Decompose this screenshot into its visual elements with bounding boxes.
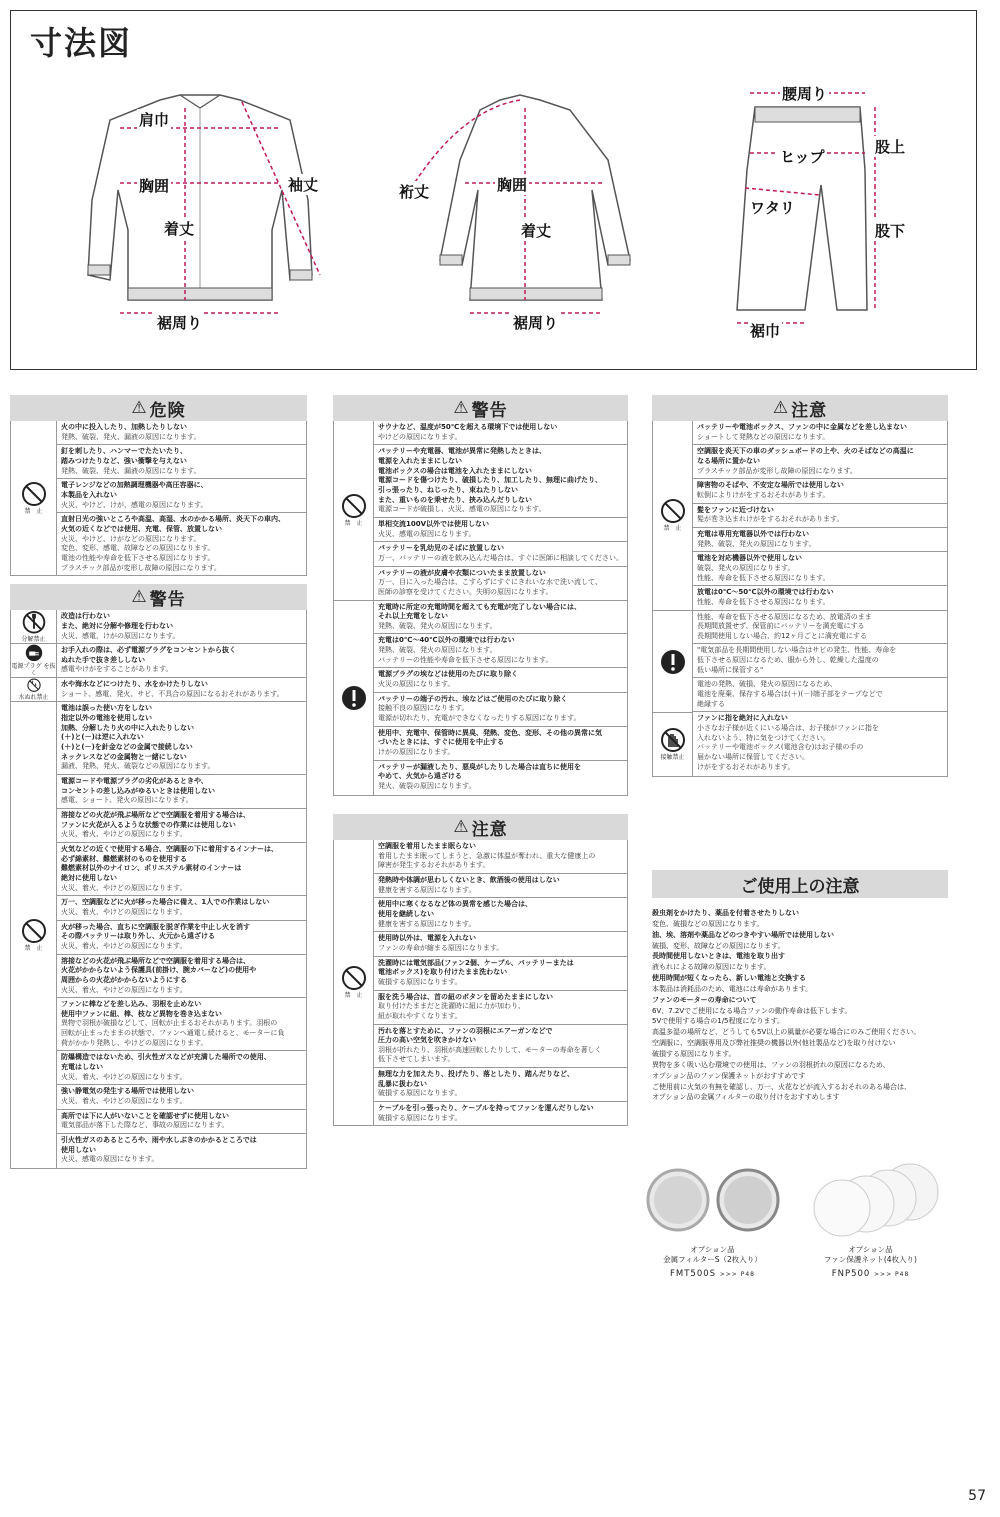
warning-item <box>57 678 306 701</box>
option-code: FMT500S <box>670 1268 717 1279</box>
prohibited-icon <box>660 498 686 524</box>
warning-item <box>693 528 947 552</box>
item-heading: 無理な力を加えたり、投げたり、落としたり、踏んだりなど、 乱暴に扱わない <box>378 1070 574 1088</box>
no-touch-icon <box>660 727 686 753</box>
icon-caption: 水ぬれ禁止 <box>18 693 49 701</box>
item-heading: バッテリーが漏液したり、悪臭がしたりした場合は直ちに使用を やめて、火気から遠ざける <box>378 762 581 781</box>
metal-filter-image <box>640 1165 790 1235</box>
item-heading: バッテリーの端子の汚れ、埃などはご使用のたびに取り除く <box>378 694 568 703</box>
item-heading: 万一、空調服などに火が移った場合に備え、1人での作業はしない <box>61 898 270 907</box>
item-heading: 電池を対応機器以外で使用しない <box>697 554 802 563</box>
item-heading: お手入れの際は、必ず電源プラグをコンセントから抜く ぬれた手で抜き差ししない <box>61 646 236 664</box>
caution-right-title: 注意 <box>791 400 828 421</box>
warning-item <box>693 421 947 445</box>
item-text: 破裂、発火の原因になります。 性能、寿命を低下させる原因になります。 <box>697 563 830 582</box>
item-text: 電源コードが破損し、火災、感電の原因になります。 <box>378 505 546 514</box>
icon-caption: 禁 止 <box>344 992 363 1000</box>
option-name: ファン保護ネット(4枚入り) <box>824 1254 917 1264</box>
item-heading: 火が移った場合、直ちに空調服を脱ぎ作業を中止し火を消す その際バッテリーは取り外し、火元から遠ざける <box>61 922 250 941</box>
shirt1-length-label: 着丈 <box>164 220 195 238</box>
item-text: 発熱、破裂、発火、漏液の原因になります。 <box>61 466 201 475</box>
item-text: 火災、着火、やけどの原因になります。 <box>61 1072 187 1081</box>
item-heading: ケーブルを引っ張ったり、ケーブルを持ってファンを運んだりしない <box>378 1104 594 1113</box>
danger-table <box>10 421 307 576</box>
warning-item <box>374 840 627 874</box>
warning-triangle-icon: ⚠ <box>453 398 470 418</box>
usage-line: 殺虫剤をかけたり、薬品を付着させたりしない <box>652 909 799 917</box>
warning-item <box>374 542 627 566</box>
icon-group <box>334 421 373 601</box>
page-number: 57 <box>968 1488 986 1504</box>
warning-mid-title: 警告 <box>471 400 508 421</box>
usage-line: 本製品は消耗品のため、電池には寿命があります。 <box>652 984 813 993</box>
warning-item <box>374 445 627 518</box>
pants-waist-label: 腰周り <box>782 85 828 103</box>
item-heading: 使用中、充電中、保管時に異臭、発熱、変色、変形、その他の異常に気 づいたときには、すぐに使用を中止する <box>378 728 602 747</box>
item-text: けがの原因になります。 <box>378 748 455 757</box>
prohibited-icon <box>21 918 47 944</box>
item-text: ショート、感電、発火、サビ、不具合の原因になるおそれがあります。 <box>61 689 284 698</box>
warning-item <box>374 932 627 956</box>
item-text: プラスチック部品が変形し故障の原因になります。 <box>697 466 857 475</box>
warning-mid-table <box>333 421 628 796</box>
icon-caption: 禁 止 <box>663 525 682 533</box>
usage-line: オプション品のファン保護ネットがおすすめです <box>652 1071 806 1080</box>
option-page-link[interactable]: >>> P48 <box>719 1270 755 1278</box>
item-heading: 充電時に所定の充電時間を超えても充電が完了しない場合には、 それ以上充電をしない <box>378 602 581 621</box>
warning-triangle-icon: ⚠ <box>453 817 470 837</box>
icon-group <box>11 644 56 678</box>
item-heading: 発熱時や体調が思わしくないとき、飲酒後の使用はしない <box>378 875 560 884</box>
item-text: 万一、目に入った場合は、こすらずにすぐにきれいな水で洗い流して、 医師の診察を受けてください。失明の原因になります。 <box>378 578 602 596</box>
option-net <box>808 1245 933 1280</box>
item-text: 電気部品が落下した際など、事故の原因になります。 <box>61 1121 229 1130</box>
left-column <box>10 395 307 1169</box>
warning-item <box>57 610 306 643</box>
item-group <box>57 644 306 678</box>
item-text: 火災、やけど、けがなどの原因になります。 変色、変形、感電、故障などの原因になります。 電池の性能や寿命を低下させる原因になります。 プラスチック部品が変形し故障の原因になります。 <box>61 534 221 572</box>
usage-line: オプション品の金属フィルターの取り付けをおすすめします <box>652 1093 840 1102</box>
shirt1-sleeve-label: 袖丈 <box>288 176 319 194</box>
item-text: 破損する原因になります。 <box>378 1089 462 1098</box>
warning-item <box>374 1068 627 1102</box>
item-heading: 電源プラグの埃などは使用のたびに取り除く <box>378 670 518 679</box>
item-text: 万一、バッテリーの液を飲み込んだ場合は、すぐに医師に相談してください。 <box>378 553 623 562</box>
shirt1-chest-label: 胸囲 <box>139 177 170 195</box>
item-heading: 障害物のそばや、不安定な場所では使用しない <box>697 481 844 490</box>
usage-notes <box>652 908 952 1103</box>
item-heading: バッテリーを乳幼児のそばに放置しない <box>378 544 504 553</box>
warning-item <box>693 479 947 503</box>
item-heading: サウナなど、温度が50℃を超える環境下では使用しない <box>378 423 558 431</box>
item-heading: 改造は行わない また、絶対に分解や修理を行わない <box>61 612 173 630</box>
item-heading: ファンに指を絶対に入れない <box>697 714 788 723</box>
item-heading: 溶接などの火花が飛ぶ場所などで空調服を着用する場合は、 火花がかからないよう保護具(前掛け、腕カバーなど)の使用や 周囲からの火花がかからないようにする <box>61 956 257 984</box>
caution-mid-icon-group <box>334 840 373 1125</box>
shirt-front-figure <box>50 90 350 330</box>
item-heading: 単相交流100V以外では使用しない <box>378 519 490 528</box>
caution-right-table <box>652 421 948 777</box>
item-heading: 火の中に投入したり、加熱したりしない <box>61 423 187 431</box>
caution-mid-items <box>374 840 627 1125</box>
warning-item <box>57 421 306 445</box>
usage-line: ファンのモーターの寿命について <box>652 995 757 1004</box>
item-text: 電池の発熱、破損、発火の原因になるため、 電池を廃棄、保存する場合は(＋)(－)端子部をテープなどで 絶縁する <box>697 680 883 708</box>
usage-line: 長時間使用しないときは、電池を取り出す <box>652 952 785 961</box>
item-heading: 髪をファンに近づけない <box>697 505 774 514</box>
item-text: 火災、やけど、けが、感電の原因になります。 <box>61 500 208 509</box>
item-heading: 直射日光の強いところや高温、高湿、水のかかる場所、炎天下の車内、 火気の近くなどでは使用、充電、保管、放置しない <box>61 515 285 533</box>
icon-group <box>11 702 56 1168</box>
warning-left-title: 警告 <box>149 589 186 610</box>
caution-mid-header <box>333 814 628 840</box>
icon-caption: 禁 止 <box>24 507 43 515</box>
item-text: 取り付けたままだと洗濯時に紐に力が加わり、 紐が取れやすくなります。 <box>378 1002 525 1020</box>
prohibited-icon <box>341 965 367 991</box>
shirt2-sleeve-label: 裄丈 <box>399 183 430 201</box>
warning-item <box>57 702 306 775</box>
usage-line: 異物を多く吸い込む環境での使用は、ファンの羽根折れの原因になるため、 <box>652 1060 890 1069</box>
item-text: 火災、着火、やけどの原因になります。 <box>61 1097 187 1106</box>
warning-item <box>57 955 306 999</box>
item-heading: 使用中に寒くなるなど体の異常を感じた場合は、 使用を継続しない <box>378 900 532 918</box>
danger-icon-group <box>11 421 56 575</box>
item-text: 性能、寿命を低下させる原因になります。 <box>697 597 830 606</box>
warning-item <box>374 727 627 761</box>
pants-hem-label: 裾巾 <box>750 322 781 340</box>
warning-item <box>374 601 627 635</box>
mandatory-icon <box>660 649 686 675</box>
caution-mid-table <box>333 840 628 1126</box>
warning-item <box>57 1134 306 1167</box>
item-text: 火災、着火、やけどの原因になります。 <box>61 941 187 950</box>
shirt1-hem-label: 裾周り <box>157 314 203 332</box>
warning-mid-header <box>333 395 628 421</box>
usage-line: 液もれによる故障の原因になります。 <box>652 963 771 972</box>
item-text: 異物で羽根が破損などして、回転が止まるおそれがあります。羽根の 回転が止まったままの状態で、ファンへ通電し続けると、モーターに負 荷がかかり発熱し、やけどの原因になります。 <box>61 1019 285 1047</box>
item-heading: 高所では下に人がいないことを確認せずに使用しない <box>61 1111 229 1120</box>
usage-header: ご使用上の注意 <box>652 870 948 898</box>
warning-item <box>374 693 627 727</box>
usage-line: 破損、変形、故障などの原因になります。 <box>652 941 785 950</box>
dimension-title: 寸法図 <box>30 24 133 62</box>
item-text: やけどの原因になります。 <box>378 432 462 441</box>
pants-hip-label: ヒップ <box>780 148 825 166</box>
warning-item <box>693 552 947 586</box>
warning-item <box>374 957 627 991</box>
option-page-link[interactable]: >>> P48 <box>874 1270 910 1278</box>
warning-item <box>57 513 306 575</box>
item-text: 火災、着火、やけどの原因になります。 <box>61 830 187 839</box>
option-label: オプション品 <box>848 1245 893 1254</box>
item-text: 性能、寿命を低下させる原因になるため、放電済のまま 長期間放置せず、保管前にバッテリーを満充電にする 長期間使用しない場合、約12ヶ月ごとに満充電にする <box>697 612 872 640</box>
warning-triangle-icon: ⚠ <box>772 398 790 418</box>
shirt2-chest-label: 胸囲 <box>497 176 528 194</box>
danger-title: 危険 <box>149 400 186 421</box>
item-heading: 洗濯時には電気部品(ファン2個、ケーブル、バッテリーまたは 電池ボックス)を取り付けたまま洗わない <box>378 958 574 977</box>
right-column <box>652 395 948 777</box>
item-text: 火災、感電の原因になります。 <box>378 529 476 538</box>
icon-caption: 電源プラグ を抜く <box>11 663 56 677</box>
item-text: 火災、着火、やけどの原因になります。 <box>61 883 187 892</box>
warning-item <box>57 479 306 513</box>
item-text: 火災、着火、やけどの原因になります。 <box>61 985 187 994</box>
warning-item <box>693 445 947 479</box>
item-text: 転倒によりけがをするおそれがあります。 <box>697 490 830 499</box>
item-heading: バッテリーや電池ボックス、ファンの中に金属などを差し込まない <box>697 423 907 431</box>
icon-caption: 禁 止 <box>344 520 363 528</box>
no-disassembly-icon <box>21 610 47 634</box>
warning-item <box>374 634 627 668</box>
usage-line: 5Vで使用する場合の1/5程度になります。 <box>652 1017 784 1026</box>
item-text: 髪が巻き込まれけがをするおそれがあります。 <box>697 515 844 524</box>
warning-item <box>693 644 947 678</box>
shirt-raglan-figure <box>380 90 660 330</box>
item-text: 発火、破裂の原因になります。 <box>378 782 476 790</box>
option-label: オプション品 <box>690 1245 735 1254</box>
item-text: 破損する原因になります。 <box>378 977 462 986</box>
icon-group <box>334 601 373 795</box>
item-heading: 充電は専用充電器以外では行わない <box>697 529 809 538</box>
item-text: 火災の原因になります。 <box>378 680 455 689</box>
warning-item <box>57 896 306 920</box>
usage-line: 油、埃、溶剤や薬品などのつきやすい場所では使用しない <box>652 930 834 939</box>
item-group <box>693 712 947 774</box>
item-heading: 水や海水などにつけたり、水をかけたりしない <box>61 680 208 689</box>
icon-group <box>653 421 692 611</box>
usage-line: 使用時間が短くなったら、新しい電池と交換する <box>652 974 806 983</box>
warning-item <box>693 678 947 711</box>
warning-item <box>57 998 306 1051</box>
item-text: 火災、感電の原因になります。 <box>61 1155 159 1164</box>
item-text: 健康を害する原因になります。 <box>378 919 476 928</box>
caution-right-header <box>652 395 948 421</box>
item-heading: 充電は0℃～40℃以外の環境では行わない <box>378 636 515 645</box>
warning-item <box>374 991 627 1025</box>
unplug-icon <box>21 644 47 662</box>
warning-item <box>693 611 947 645</box>
item-text: 発熱、破裂、発火の原因になります。 <box>697 539 816 548</box>
pants-thigh-label: ワタリ <box>750 199 795 217</box>
icon-group <box>653 713 692 776</box>
item-group <box>57 702 306 1167</box>
usage-line: 6V、7.2Vでご使用になる場合ファンの動作寿命は低下します。 <box>652 1006 852 1015</box>
item-text: 漏液、発熱、発火、破裂などの原因になります。 <box>61 762 215 771</box>
usage-line: 高温多湿の場所など、どうしても5V以上の風量が必要な場合にのみご使用ください。 <box>652 1028 921 1037</box>
item-text: 健康を害する原因になります。 <box>378 885 476 894</box>
item-heading: 電源コードや電源プラグの劣化があるときや、 コンセントの差し込みがゆるいときは使用しない <box>61 777 215 795</box>
warning-item <box>693 712 947 774</box>
pants-inseam-label: 股下 <box>875 222 906 240</box>
warning-item <box>57 1110 306 1134</box>
warning-item <box>374 421 627 445</box>
item-heading: 空調服を着用したまま眠らない <box>378 842 476 850</box>
item-text: 火災、感電、けがの原因になります。 <box>61 631 180 640</box>
warning-item <box>693 504 947 528</box>
warning-item <box>57 843 306 896</box>
warning-item <box>57 921 306 955</box>
usage-line: 変色、破損などの原因になります。 <box>652 919 764 928</box>
warning-item <box>374 668 627 692</box>
item-group <box>57 610 306 644</box>
item-group <box>693 611 947 713</box>
item-heading: バッテリーの液が皮膚や衣類についたまま放置しない <box>378 568 546 577</box>
option-name: 金属フィルターS（2枚入り） <box>663 1254 762 1264</box>
middle-column <box>333 395 628 1126</box>
item-text: 破損する原因になります。 <box>378 1113 462 1122</box>
prohibited-icon <box>341 493 367 519</box>
item-text: 発熱、破裂、発火の原因になります。 バッテリーの性能や寿命を低下させる原因になります。 <box>378 646 553 664</box>
danger-header <box>10 395 307 421</box>
item-text: 火災、着火、やけどの原因になります。 <box>61 907 187 916</box>
item-heading: 防爆構造ではないため、引火性ガスなどが充満した場所での使用、 充電はしない <box>61 1053 271 1072</box>
item-text: "電気部品を長期間使用しない場合はサビの発生、性能、寿命を 低下させる原因になるため、服から外し、乾燥した温度の 低い場所に保管する" <box>697 646 897 674</box>
item-text: ファンの寿命が縮まる原因になります。 <box>378 943 504 952</box>
danger-items <box>57 421 306 575</box>
usage-line: ご使用前に火気の有無を確認し、万一、火花などが流入するおそれのある場合は、 <box>652 1082 911 1091</box>
warning-item <box>57 1051 306 1085</box>
icon-caption: 禁 止 <box>24 944 43 952</box>
item-group <box>374 601 627 794</box>
item-heading: 使用時以外は、電源を入れない <box>378 934 476 943</box>
item-text: 発熱、破裂、発火の原因になります。 <box>378 621 497 630</box>
fan-net-image <box>800 1160 950 1240</box>
item-group <box>57 678 306 702</box>
item-heading: 空調服を炎天下の車のダッシュボードの上や、火のそばなどの高温に なる場所に置かない <box>697 447 914 465</box>
item-heading: 溶接などの火花が飛ぶ場所などで空調服を着用する場合は、 ファンに火花が入るような状態での作業には使用しない <box>61 811 250 829</box>
item-text: ショートして発熱などの原因になります。 <box>697 432 830 441</box>
icon-group <box>653 611 692 713</box>
item-text: 感電、ショート、発火の原因になります。 <box>61 796 193 805</box>
item-heading: 電池は誤った使い方をしない 指定以外の電池を使用しない 加熱、分解したり火の中に入れたりしない (＋)と(－)は逆に入れない (＋)と(－)を針金などの金属で接続しない ネックレスなどの金属物と一緒にしない <box>61 704 194 761</box>
warning-item <box>374 761 627 794</box>
item-heading: 電子レンジなどの加熱調理機器や高圧容器に、 本製品を入れない <box>61 481 208 499</box>
warning-item <box>374 518 627 542</box>
usage-line: 空調服に、空調服専用及び弊社推奨の機器以外(他社製品など)を取り付けない <box>652 1039 896 1048</box>
item-text: 発熱、破裂、発火、漏液の原因になります。 <box>61 432 201 441</box>
warning-item <box>374 1102 627 1125</box>
item-text: 小さなお子様が近くにいる場合は、お子様がファンに指を 入れないよう、特に気をつけてください。 バッテリーや電池ボックス(電池含む)はお子様の手の 届かない場所に保管してください。 けがをするおそれがあります。 <box>697 724 879 771</box>
shirt2-length-label: 着丈 <box>521 222 552 240</box>
icon-caption: 接触禁止 <box>660 754 685 762</box>
warning-item <box>57 809 306 843</box>
item-heading: 火気などの近くで使用する場合、空調服の下に着用するインナーは、 必ず綿素材、難燃素材のものを使用する 難燃素材以外のナイロン、ポリエステル素材のインナーは 絶対に使用しない <box>61 844 278 882</box>
warning-item <box>57 644 306 677</box>
warning-item <box>374 874 627 898</box>
pants-rise-label: 股上 <box>875 138 906 156</box>
item-text: 着用したまま眠ってしまうと、急激に体温が奪われ、重大な健康上の 障害が発生するおそれがあります。 <box>378 851 596 870</box>
warning-triangle-icon: ⚠ <box>131 398 148 418</box>
warning-item <box>57 775 306 809</box>
warning-item <box>374 1025 627 1069</box>
option-filter <box>655 1245 770 1280</box>
item-heading: 強い静電気の発生する場所では使用しない <box>61 1087 194 1096</box>
shirt1-shoulder-label: 肩巾 <box>139 111 170 129</box>
mandatory-icon <box>341 685 367 711</box>
item-heading: 放電は0℃～50℃以外の環境では行わない <box>697 588 834 597</box>
item-heading: 釘を刺したり、ハンマーでたたいたり、 踏みつけたりなど、強い衝撃を与えない <box>61 447 187 465</box>
item-heading: ファンに棒などを差し込み、羽根を止めない 使用中ファンに紐、棒、枝など異物を巻き込まない <box>61 1000 222 1018</box>
warning-item <box>693 586 947 609</box>
shirt2-hem-label: 裾周り <box>513 314 559 332</box>
item-heading: 汚れを落とすために、ファンの羽根にエアーガンなどで 圧力の高い空気を吹きかけない <box>378 1026 553 1045</box>
warning-triangle-icon: ⚠ <box>131 587 148 608</box>
icon-caption: 分解禁止 <box>21 635 46 643</box>
no-water-icon <box>21 678 47 692</box>
item-group <box>693 421 947 611</box>
usage-line: 破損する原因になります。 <box>652 1049 736 1058</box>
item-heading: 服を洗う場合は、首の紐のボタンを留めたままにしない <box>378 992 553 1001</box>
icon-group <box>11 610 56 644</box>
icon-group <box>11 678 56 702</box>
item-text: 接触不良の原因になります。 電源が切れたり、充電ができなくなったりする原因になります。 <box>378 704 581 723</box>
warning-left-table <box>10 610 307 1169</box>
item-text: 感電やけがをすることがあります。 <box>61 665 173 674</box>
warning-left-header <box>10 584 307 610</box>
warning-item <box>374 567 627 600</box>
item-heading: 引火性ガスのあるところや、雨や水しぶきのかかるところでは 使用しない <box>61 1136 257 1154</box>
option-code: FNP500 <box>831 1268 871 1279</box>
warning-item <box>374 898 627 932</box>
warning-item <box>57 1085 306 1109</box>
item-group <box>374 421 627 601</box>
warning-item <box>57 445 306 479</box>
item-text: 羽根が折れたり、羽根が高速回転したりして、モーターの寿命を著しく 低下させてしまいます。 <box>378 1045 602 1064</box>
item-heading: バッテリーや充電器、電池が異常に発熱したときは、 電源を入れたままにしない 電池ボックスの場合は電池を入れたままにしない 電源コードを傷つけたり、破損したり、加工したり、無理に曲げたり、 引っ張ったり、ねじったり、束ねたりしない また、重いものを乗せたり、挟み込んだりしない <box>378 447 602 504</box>
caution-mid-title: 注意 <box>471 819 508 840</box>
prohibited-icon <box>21 481 47 507</box>
